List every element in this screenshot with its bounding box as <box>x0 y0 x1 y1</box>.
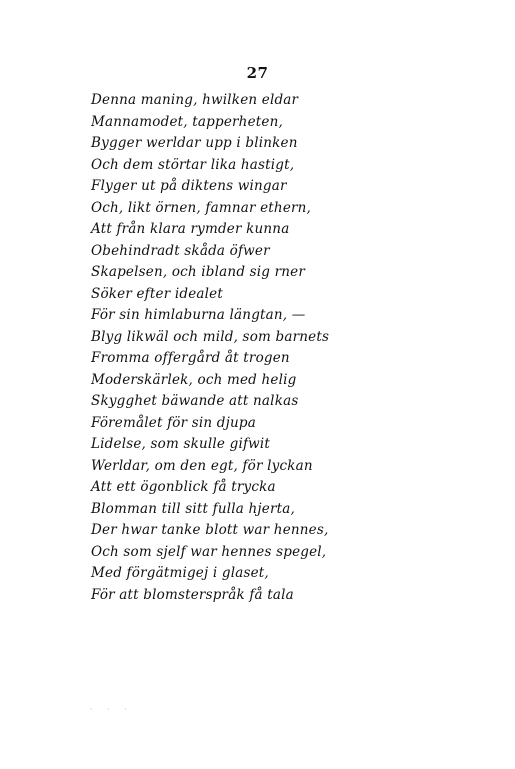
poem-line: Med förgätmigej i glaset, <box>91 565 269 581</box>
poem-line: Att från klara rymder kunna <box>91 221 290 237</box>
poem-line: För sin himlaburna längtan, — <box>91 307 306 323</box>
poem-line: Att ett ögonblick få trycka <box>91 479 276 495</box>
poem-line: För att blomsterspråk få tala <box>91 586 294 603</box>
poem-line: Obehindradt skåda öfwer <box>91 242 270 259</box>
poem-line: Blyg likwäl och mild, som barnets <box>91 328 330 345</box>
poem-line: Bygger werldar upp i blinken <box>91 135 298 151</box>
poem-line: Lidelse, som skulle gifwit <box>91 436 271 452</box>
poem-line: Föremålet för sin djupa <box>91 414 256 431</box>
poem-text <box>91 90 421 606</box>
poem-line: Och, likt örnen, famnar ethern, <box>91 199 312 216</box>
poem-line: Söker efter idealet <box>91 285 223 302</box>
page-number: 27 <box>246 64 269 82</box>
poem-line: Der hwar tanke blott war hennes, <box>91 522 329 538</box>
poem-line: Werldar, om den egt, för lyckan <box>91 457 313 474</box>
poem-line: Och dem störtar lika hastigt, <box>91 156 295 173</box>
poem-line: Blomman till sitt fulla hjerta, <box>91 500 296 517</box>
poem-line: Moderskärlek, och med helig <box>91 371 297 388</box>
paper-specks: · · · <box>90 705 133 714</box>
poem-line: Denna maning, hwilken eldar <box>91 92 299 108</box>
poem-line: Fromma offergård åt trogen <box>91 350 290 366</box>
poem-line: Flyger ut på diktens wingar <box>91 178 287 194</box>
poem-line: Skapelsen, och ibland sig rner <box>91 264 306 280</box>
poem-line: Mannamodet, tapperheten, <box>91 113 283 130</box>
poem-line: Skygghet bäwande att nalkas <box>91 393 299 409</box>
poem-line: Och som sjelf war hennes spegel, <box>91 543 327 560</box>
